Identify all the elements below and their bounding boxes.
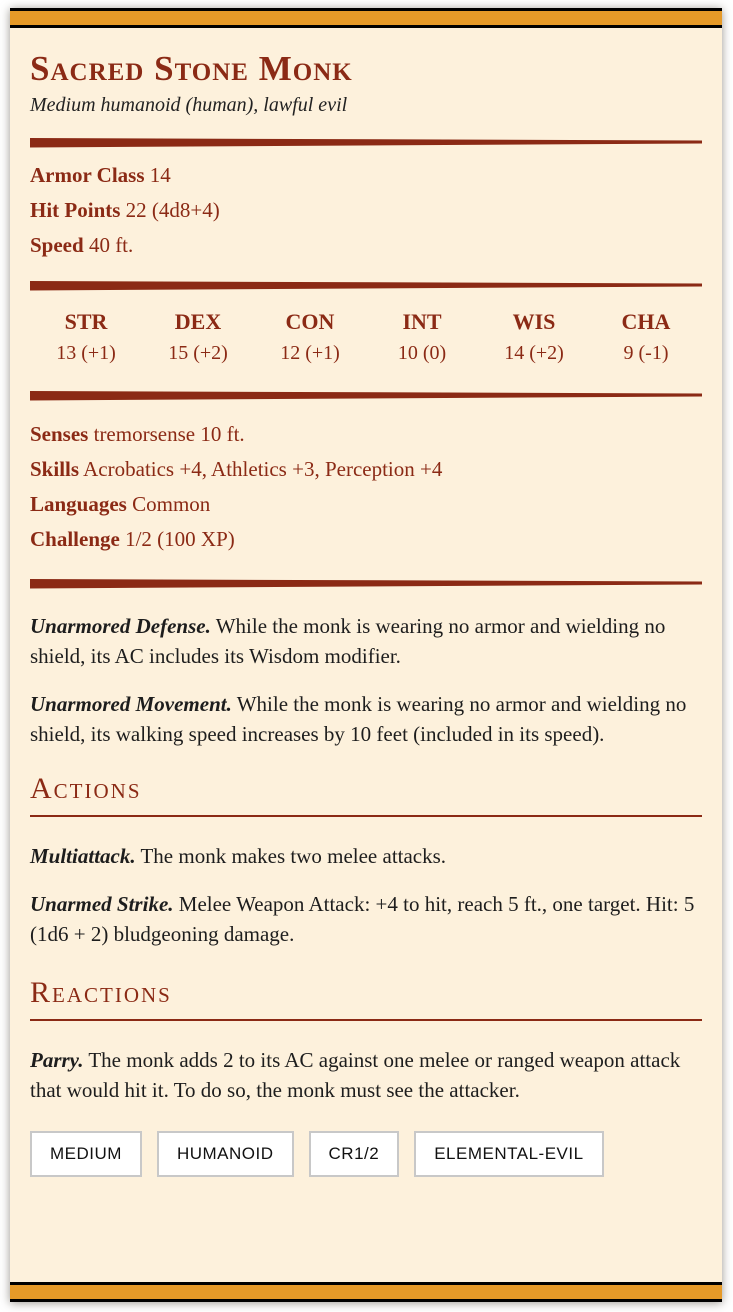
- reaction-parry: [30, 1045, 702, 1105]
- ability-value: 15 (+2): [168, 342, 228, 364]
- ability-name: CHA: [621, 309, 671, 334]
- detail-label: Skills: [30, 457, 80, 481]
- ability-scores: [30, 307, 702, 369]
- skills-line: [30, 452, 702, 487]
- entry-name: Multiattack.: [30, 844, 136, 868]
- stat-value: 22 (4d8+4): [125, 198, 220, 222]
- stat-value: 14: [149, 163, 171, 187]
- ability-wis: [478, 307, 590, 369]
- actions-heading: Actions: [30, 772, 142, 805]
- detail-value: Acrobatics +4, Athletics +3, Perception +4: [83, 457, 443, 481]
- detail-label: Languages: [30, 492, 127, 516]
- hit-points-line: [30, 193, 702, 228]
- entry-name: Parry.: [30, 1048, 84, 1072]
- entry-text: Melee Weapon Attack: +4 to hit, reach 5 ft., one target. Hit: 5 (1d6 + 2) bludgeoning damage.: [30, 892, 695, 946]
- trait-unarmored-movement: [30, 689, 702, 749]
- ability-value: 10 (0): [397, 342, 447, 364]
- speed-line: [30, 228, 702, 263]
- core-stats: [30, 158, 702, 263]
- detail-label: Challenge: [30, 527, 120, 551]
- ability-name: INT: [402, 309, 442, 334]
- tag-medium[interactable]: MEDIUM: [30, 1131, 142, 1177]
- section-rule: [30, 1019, 702, 1021]
- detail-label: Senses: [30, 422, 89, 446]
- tapered-divider: [30, 281, 702, 291]
- stat-block-card: [10, 8, 722, 1302]
- tapered-divider: [30, 138, 702, 148]
- armor-class-line: [30, 158, 702, 193]
- action-multiattack: [30, 841, 702, 871]
- ability-con: [254, 307, 366, 369]
- ability-value: 13 (+1): [56, 342, 116, 364]
- stat-label: Armor Class: [30, 163, 145, 187]
- ability-dex: [142, 307, 254, 369]
- ability-value: 9 (-1): [623, 342, 669, 364]
- stat-block-content: [10, 28, 722, 1282]
- ability-cha: [590, 307, 702, 369]
- bottom-accent-bar: [10, 1282, 722, 1302]
- reactions-heading: Reactions: [30, 976, 172, 1009]
- detail-value: 1/2 (100 XP): [125, 527, 235, 551]
- ability-name: CON: [285, 309, 335, 334]
- challenge-line: [30, 522, 702, 557]
- action-unarmed-strike: [30, 889, 702, 949]
- detail-value: tremorsense 10 ft.: [93, 422, 245, 446]
- trait-name: Unarmored Movement.: [30, 692, 232, 716]
- tag-elemental-evil[interactable]: ELEMENTAL-EVIL: [414, 1131, 603, 1177]
- creature-name: Sacred Stone Monk: [30, 49, 353, 88]
- ability-name: STR: [64, 309, 108, 334]
- ability-name: WIS: [512, 309, 556, 334]
- trait-text: While the monk is wearing no armor and wielding no shield, its AC includes its Wisdom modifier.: [30, 614, 666, 668]
- detail-value: Common: [132, 492, 211, 516]
- ability-str: [30, 307, 142, 369]
- stat-label: Hit Points: [30, 198, 121, 222]
- entry-text: The monk adds 2 to its AC against one melee or ranged weapon attack that would hit it. To do so, the monk must see the attacker.: [30, 1048, 681, 1102]
- entry-text: The monk makes two melee attacks.: [140, 844, 447, 868]
- stat-value: 40 ft.: [88, 233, 134, 257]
- trait-name: Unarmored Defense.: [30, 614, 211, 638]
- tapered-divider: [30, 579, 702, 589]
- tag-humanoid[interactable]: HUMANOID: [157, 1131, 294, 1177]
- tags-row: [30, 1131, 702, 1177]
- entry-name: Unarmed Strike.: [30, 892, 174, 916]
- trait-text: While the monk is wearing no armor and wielding no shield, its walking speed increases by 10 feet (included in its speed).: [30, 692, 687, 746]
- languages-line: [30, 487, 702, 522]
- tapered-divider: [30, 391, 702, 401]
- creature-type-alignment: Medium humanoid (human), lawful evil: [30, 94, 348, 116]
- stat-label: Speed: [30, 233, 84, 257]
- ability-int: [366, 307, 478, 369]
- creature-details: [30, 417, 702, 557]
- trait-unarmored-defense: [30, 611, 702, 671]
- senses-line: [30, 417, 702, 452]
- ability-value: 14 (+2): [504, 342, 564, 364]
- ability-name: DEX: [174, 309, 222, 334]
- tag-cr[interactable]: CR1/2: [309, 1131, 400, 1177]
- ability-value: 12 (+1): [280, 342, 340, 364]
- section-rule: [30, 815, 702, 817]
- top-accent-bar: [10, 8, 722, 28]
